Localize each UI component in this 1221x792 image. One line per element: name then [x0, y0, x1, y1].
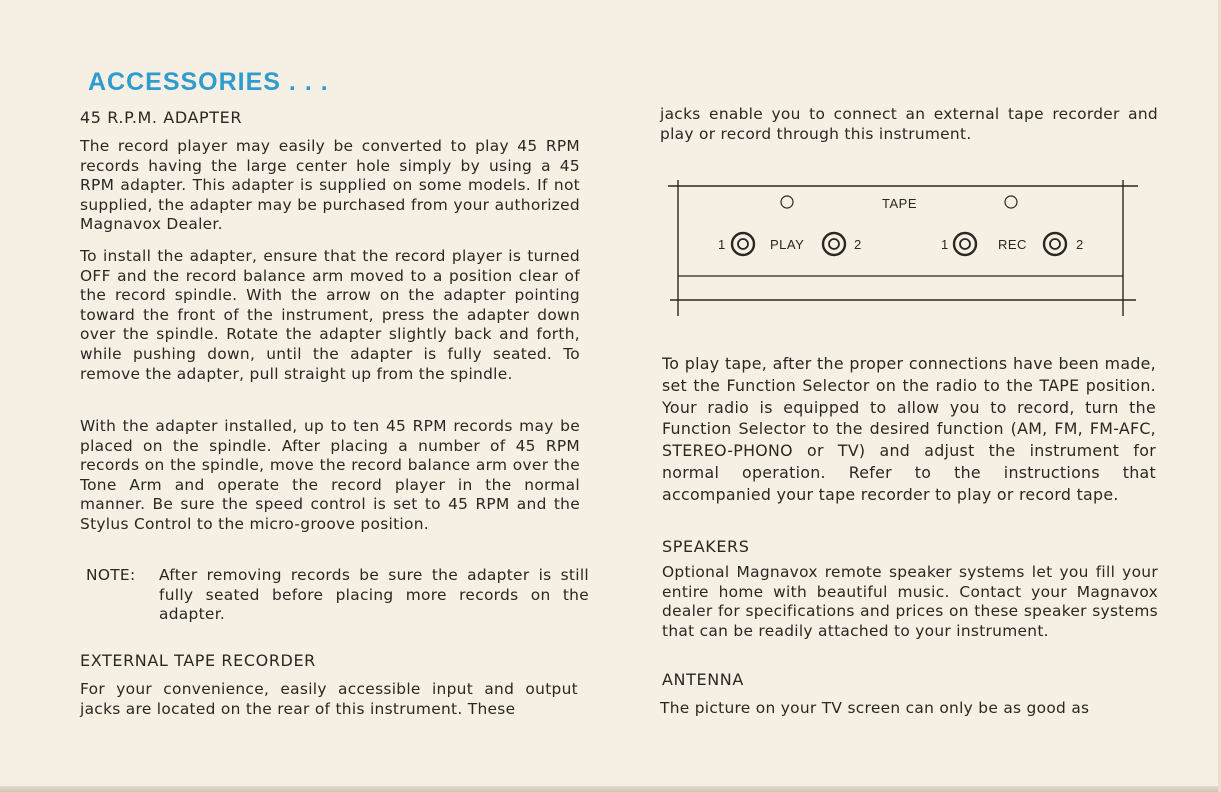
- play-jack-2-label: 2: [854, 237, 862, 252]
- play-jack-1-label: 1: [718, 237, 726, 252]
- rec-jack-1-label: 1: [941, 237, 949, 252]
- rec-label: REC: [998, 237, 1027, 252]
- antenna-paragraph: The picture on your TV screen can only be as good as: [660, 699, 1090, 717]
- tape-label: TAPE: [882, 196, 917, 211]
- note-text: After removing records be sure the adapter is still fully seated before placing more records on the adapter.: [159, 566, 589, 624]
- speakers-title: SPEAKERS: [662, 537, 750, 556]
- tape-paragraph-2: To play tape, after the proper connections have been made, set the Function Selector on the radio to the TAPE position. Your radio is equipped to allow you to record, turn the Function Selector to the desired function (AM, FM, FM-AFC, STEREO-PHONO or TV) and adjust the instrument for normal operation. Refer to the instructions that accompanied your tape recorder to play or record tape.: [662, 354, 1156, 504]
- play-indicator-hole: [781, 196, 793, 208]
- note-label: NOTE:: [86, 566, 136, 584]
- tape-jack-diagram: [668, 176, 1138, 318]
- rec-indicator-hole: [1005, 196, 1017, 208]
- adapter-paragraph-3: With the adapter installed, up to ten 45 RPM records may be placed on the spindle. After placing a number of 45 RPM records on the spindle, move the record balance arm over the Tone Arm and operate the record player in the normal manner. Be sure the speed control is set to 45 RPM and the Stylus Control to the micro-groove position.: [80, 417, 580, 533]
- tape-paragraph-1: For your convenience, easily accessible input and output jacks are located on the rear of this instrument. These: [80, 680, 578, 718]
- rec-jack-2: [1044, 233, 1066, 255]
- page-bottom-edge: [0, 786, 1221, 792]
- adapter-title: 45 R.P.M. ADAPTER: [80, 108, 243, 127]
- rec-jack-1: [954, 233, 976, 255]
- tape-paragraph-1-continued: jacks enable you to connect an external tape recorder and play or record through this instrument.: [660, 105, 1158, 143]
- adapter-paragraph-1: The record player may easily be converted to play 45 RPM records having the large center hole simply by using a 45 RPM adapter. This adapter is supplied on some models. If not supplied, the adapter may be purchased from your authorized Magnavox Dealer.: [80, 137, 580, 234]
- section-heading: ACCESSORIES . . .: [88, 68, 329, 96]
- play-label: PLAY: [770, 237, 805, 252]
- play-jack-1: [732, 233, 754, 255]
- play-jack-2: [823, 233, 845, 255]
- antenna-title: ANTENNA: [662, 670, 744, 689]
- tape-recorder-title: EXTERNAL TAPE RECORDER: [80, 651, 316, 670]
- adapter-note: [86, 566, 589, 626]
- rec-jack-2-label: 2: [1076, 237, 1084, 252]
- adapter-paragraph-2: To install the adapter, ensure that the record player is turned OFF and the record balance arm moved to a position clear of the record spindle. With the arrow on the adapter pointing toward the front of the instrument, press the adapter down over the spindle. Rotate the adapter slightly back and forth, while pushing down, until the adapter is fully seated. To remove the adapter, pull straight up from the spindle.: [80, 247, 580, 383]
- speakers-paragraph: Optional Magnavox remote speaker systems let you fill your entire home with beautiful music. Contact your Magnavox dealer for specifications and prices on these speaker systems that can be readily attached to your instrument.: [662, 563, 1158, 640]
